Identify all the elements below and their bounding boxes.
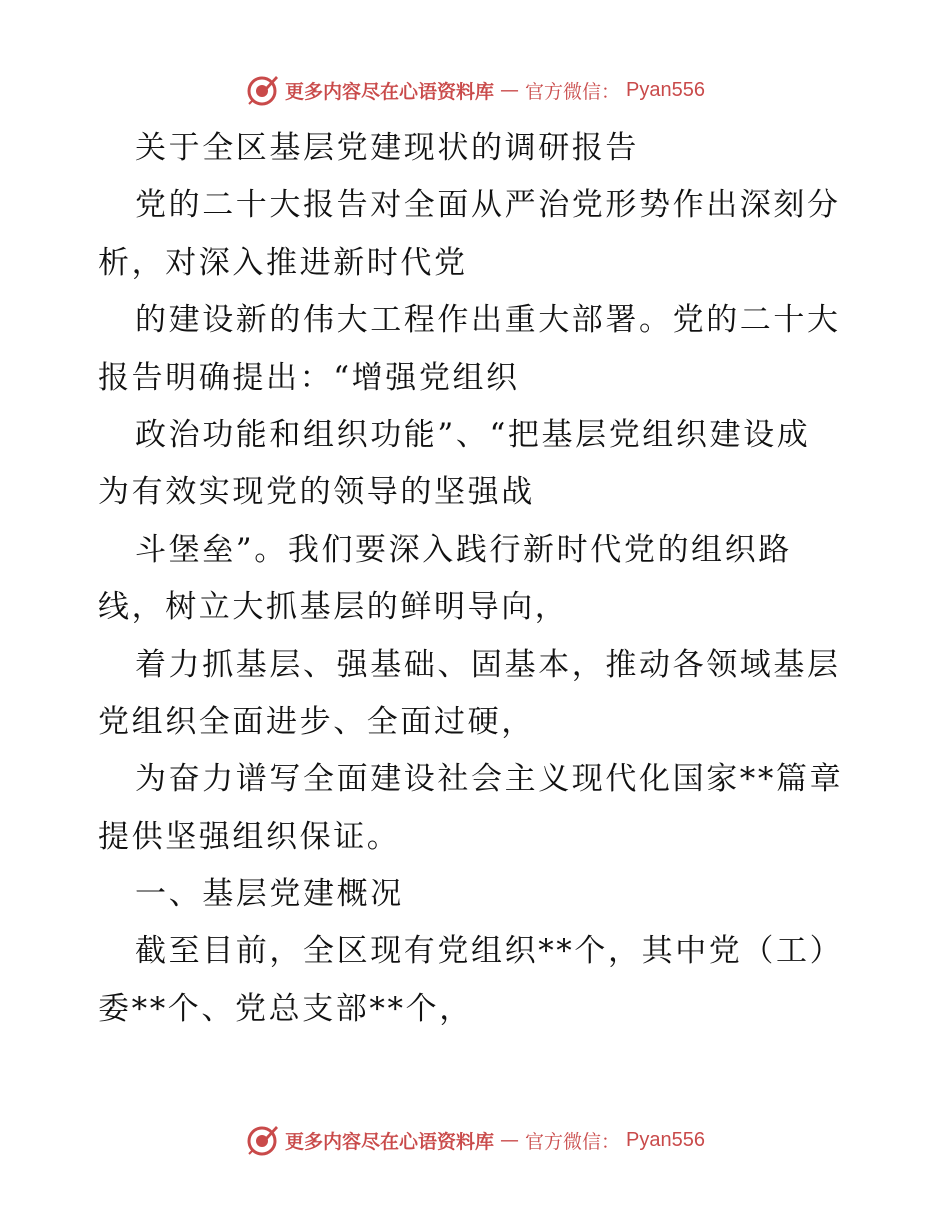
paragraph-line: 报告明确提出：“增强党组织 [98, 359, 520, 396]
section-heading: 一、基层党建概况 [135, 876, 404, 913]
paragraph-line: 委**个、党总支部**个， [98, 990, 473, 1027]
paragraph-line: 析，对深入推进新时代党 [98, 244, 468, 281]
paragraph-line: 截至目前，全区现有党组织**个，其中党（工） [135, 933, 844, 970]
paragraph-line: 着力抓基层、强基础、固基本，推动各领域基层 [135, 646, 841, 683]
paragraph-line: 党的二十大报告对全面从严治党形势作出深刻分 [135, 187, 841, 224]
paragraph-line: 斗堡垒”。我们要深入践行新时代党的组织路 [135, 531, 792, 568]
paragraph-line: 提供坚强组织保证。 [98, 818, 401, 855]
document-body [98, 120, 858, 1038]
watermark-separator: — [500, 1129, 520, 1151]
paragraph-line: 党组织全面进步、全面过硬， [98, 703, 535, 740]
watermark-wechat-id: Pyan556 [626, 78, 705, 101]
paragraph-line: 政治功能和组织功能”、“把基层党组织建设成 [135, 416, 811, 453]
watermark-wechat-id: Pyan556 [626, 1128, 705, 1151]
quill-logo-icon [245, 1123, 279, 1157]
watermark-separator: — [500, 79, 520, 101]
document-title: 关于全区基层党建现状的调研报告 [135, 130, 639, 166]
paragraph-line: 为有效实现党的领导的坚强战 [98, 474, 535, 511]
watermark-wechat-label: 官方微信： [525, 1130, 621, 1153]
paragraph-line: 为奋力谱写全面建设社会主义现代化国家**篇章 [135, 761, 844, 798]
paragraph-line: 的建设新的伟大工程作出重大部署。党的二十大 [135, 302, 841, 339]
watermark-wechat-label: 官方微信： [525, 80, 621, 103]
footer-watermark [0, 1120, 950, 1160]
quill-logo-icon [245, 73, 279, 107]
header-watermark [0, 70, 950, 110]
paragraph-line: 线，树立大抓基层的鲜明导向， [98, 589, 569, 626]
watermark-site-text: 更多内容尽在心语资料库 [285, 1130, 495, 1153]
watermark-site-text: 更多内容尽在心语资料库 [285, 80, 495, 103]
